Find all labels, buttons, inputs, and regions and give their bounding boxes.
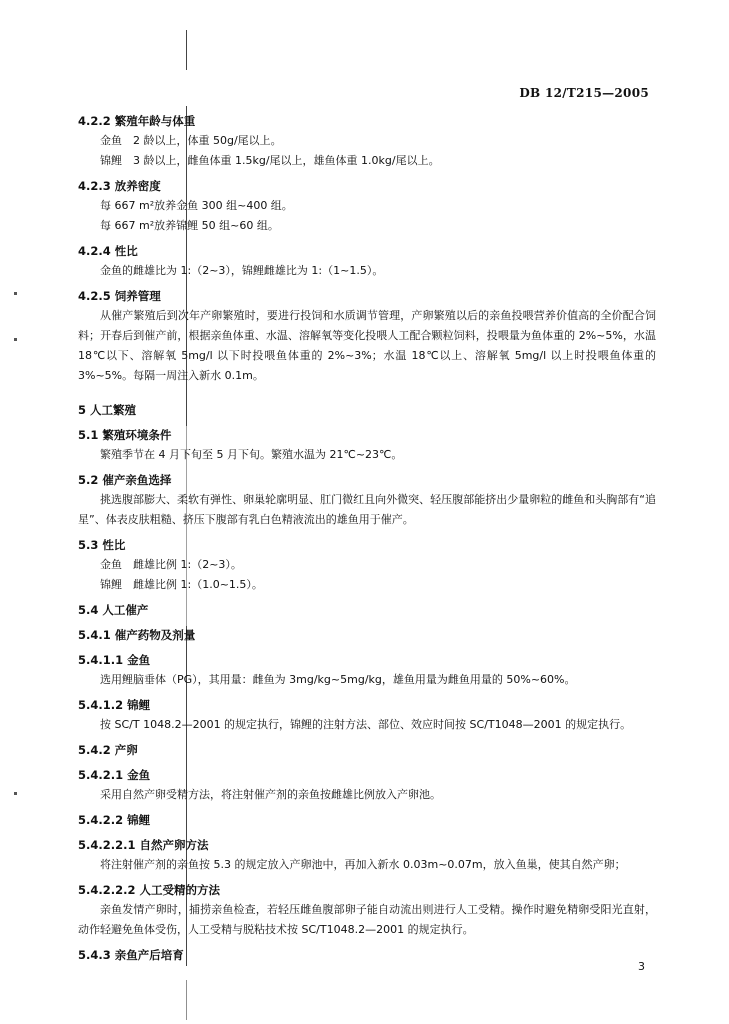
- paragraph: 每 667 m²放养金鱼 300 组~400 组。: [100, 199, 293, 212]
- standard-code: DB 12/T215—2005: [519, 86, 649, 100]
- section-heading: 5.4.2.2.2 人工受精的方法: [78, 883, 220, 897]
- section-heading: 5.4.2.1 金鱼: [78, 768, 151, 782]
- section-heading: 5.3 性比: [78, 538, 126, 552]
- paragraph: 繁殖季节在 4 月下旬至 5 月下旬。繁殖水温为 21℃~23℃。: [100, 448, 403, 461]
- paragraph: 金鱼 雌雄比例 1:（2~3）。: [100, 558, 242, 571]
- section-heading: 4.2.3 放养密度: [78, 179, 161, 193]
- section-heading: 4.2.4 性比: [78, 244, 138, 258]
- section-heading: 5.2 催产亲鱼选择: [78, 473, 172, 487]
- section-heading: 5.1 繁殖环境条件: [78, 428, 172, 442]
- paragraph: 锦鲤 3 龄以上，雌鱼体重 1.5kg/尾以上，雄鱼体重 1.0kg/尾以上。: [100, 154, 440, 167]
- paragraph: 锦鲤 雌雄比例 1:（1.0~1.5）。: [100, 578, 263, 591]
- section-heading: 5.4.1.2 锦鲤: [78, 698, 151, 712]
- scan-speck: [14, 338, 17, 341]
- scan-speck: [14, 292, 17, 295]
- section-heading: 5.4 人工催产: [78, 603, 149, 617]
- paragraph: 选用鲤脑垂体（PG），其用量：雌鱼为 3mg/kg~5mg/kg，雄鱼用量为雌鱼用量的 50%~60%。: [100, 673, 576, 686]
- paragraph: 采用自然产卵受精方法，将注射催产剂的亲鱼按雌雄比例放入产卵池。: [100, 788, 441, 801]
- section-heading: 4.2.5 饲养管理: [78, 289, 161, 303]
- section-heading: 5.4.1 催产药物及剂量: [78, 628, 196, 642]
- paragraph: 挑选腹部膨大、柔软有弹性、卵巢轮廓明显、肛门微红且向外微突、轻压腹部能挤出少量卵粒的雌鱼和头胸部有“追星”、体表皮肤粗糙、挤压下腹部有乳白色精液流出的雄鱼用于催产。: [78, 493, 656, 526]
- paragraph: 金鱼 2 龄以上，体重 50g/尾以上。: [100, 134, 282, 147]
- paragraph: 金鱼的雌雄比为 1:（2~3），锦鲤雌雄比为 1:（1~1.5）。: [100, 264, 384, 277]
- document-body: [78, 106, 656, 965]
- section-heading: 4.2.2 繁殖年龄与体重: [78, 114, 196, 128]
- page-number: 3: [638, 960, 645, 973]
- scan-speck: [14, 792, 17, 795]
- section-heading: 5.4.3 亲鱼产后培育: [78, 948, 184, 962]
- paragraph: 亲鱼发情产卵时，捕捞亲鱼检查，若轻压雌鱼腹部卵子能自动流出则进行人工受精。操作时避免精卵受阳光直射，动作轻避免鱼体受伤，人工受精与脱粘技术按 SC/T1048.2—2001 的规定执行。: [78, 903, 656, 936]
- section-heading: 5.4.1.1 金鱼: [78, 653, 151, 667]
- paragraph: 将注射催产剂的亲鱼按 5.3 的规定放入产卵池中，再加入新水 0.03m~0.07m，放入鱼巢，使其自然产卵；: [100, 858, 626, 871]
- scan-artifact-line: [186, 980, 187, 1020]
- section-heading: 5.4.2.2.1 自然产卵方法: [78, 838, 209, 852]
- section-heading: 5.4.2 产卵: [78, 743, 138, 757]
- paragraph: 按 SC/T 1048.2—2001 的规定执行，锦鲤的注射方法、部位、效应时间按 SC/T1048—2001 的规定执行。: [100, 718, 632, 731]
- paragraph: 从催产繁殖后到次年产卵繁殖时，要进行投饲和水质调节管理，产卵繁殖以后的亲鱼投喂营养价值高的全价配合饲料；开春后到催产前，根据亲鱼体重、水温、溶解氧等变化投喂人工配合颗粒饲料，投喂量为鱼体重的 2%~5%，水温 18℃以下、溶解氧 5mg/l 以下时投喂鱼体重的 2%~3%；水温 18℃以上、溶解氧 5mg/l 以上时投喂鱼体重的 3%~5%。每隔一周注入新水 0.1m。: [78, 309, 656, 382]
- scan-artifact-line: [186, 30, 187, 70]
- paragraph: 每 667 m²放养锦鲤 50 组~60 组。: [100, 219, 279, 232]
- chapter-heading: 5 人工繁殖: [78, 403, 137, 417]
- section-heading: 5.4.2.2 锦鲤: [78, 813, 151, 827]
